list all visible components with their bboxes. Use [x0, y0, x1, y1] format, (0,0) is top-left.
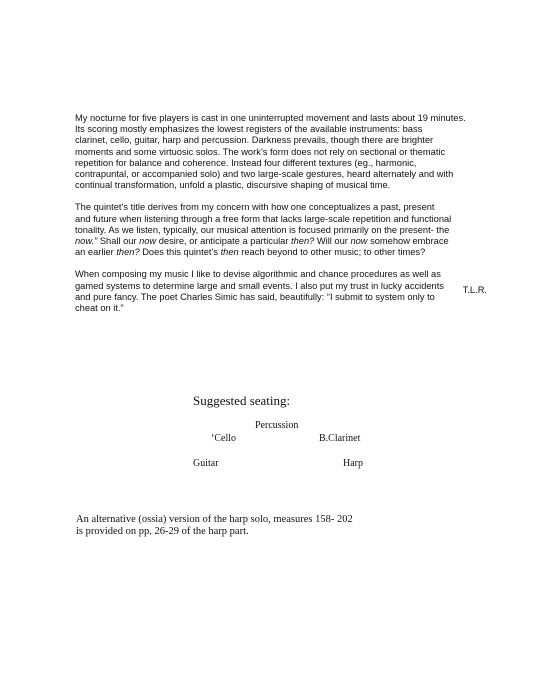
seat-cello: ‘Cello — [211, 433, 236, 444]
text-line: cheat on it.” — [75, 303, 124, 314]
text-line — [75, 247, 487, 258]
text-line: repetition for balance and coherence. Instead four different textures (eg., harmonic, — [75, 157, 417, 168]
seating-title: Suggested seating: — [193, 393, 291, 408]
program-note — [75, 113, 487, 314]
program-note-paragraph-2 — [75, 202, 487, 258]
text-line: and pure fancy. The poet Charles Simic has said, beautifully: “I submit to system only to — [75, 291, 435, 302]
emphasis: then? — [291, 236, 315, 247]
footnote-line: An alternative (ossia) version of the harp solo, measures 158- 202 — [76, 514, 353, 525]
text-line: The quintet’s title derives from my concern with how one conceptualizes a past, present — [75, 202, 435, 213]
text-line: tonality. As we listen, typically, our musical attention is focused primarily on the present- the — [75, 224, 450, 235]
text-line — [75, 236, 487, 247]
seat-guitar: Guitar — [193, 458, 219, 469]
text-line: and future when listening through a free form that lacks large-scale repetition and functional — [75, 213, 452, 224]
text-line: moments and some virtuosic solos. The work’s form does not rely on sectional or thematic — [75, 146, 446, 157]
text-run: desire, or anticipate a particular — [156, 236, 292, 247]
seat-bass-clarinet: B.Clarinet — [319, 433, 361, 444]
text-run: reach beyond to other music; to other times? — [238, 247, 426, 258]
text-line: gamed systems to determine large and small events. I also put my trust in lucky accidents — [75, 280, 444, 291]
ossia-footnote — [76, 514, 353, 538]
author-initials: T.L.R. — [462, 285, 487, 295]
text-line: When composing my music I like to devise algorithmic and chance procedures as well as — [75, 269, 441, 280]
text-line: continual transformation, unfold a plastic, discursive shaping of musical time. — [75, 180, 391, 191]
emphasis: then — [220, 247, 239, 258]
text-line: My nocturne for five players is cast in one uninterrupted movement and lasts about 19 minutes. — [75, 113, 466, 123]
text-line: clarinet, cello, guitar, harp and percussion. Darkness prevails, though there are brighter — [75, 135, 434, 146]
text-run: somehow embrace — [367, 236, 449, 247]
seat-percussion: Percussion — [255, 420, 299, 431]
emphasis: now — [139, 236, 157, 247]
program-note-paragraph-3 — [75, 269, 487, 314]
footnote-line: is provided on pp. 26-29 of the harp part. — [76, 526, 249, 537]
emphasis: now.” — [75, 236, 98, 247]
text-run: Shall our — [97, 236, 140, 247]
emphasis: now — [350, 236, 368, 247]
text-run: Does this quintet’s — [139, 247, 221, 258]
text-line: contrapuntal, or accompanied solo) and two large-scale gestures, heard alternately and with — [75, 169, 454, 180]
text-line: Its scoring mostly emphasizes the lowest registers of the available instruments: bass — [75, 124, 423, 135]
text-run: Will our — [314, 236, 351, 247]
text-run: an earlier — [75, 247, 117, 258]
program-note-paragraph-1 — [75, 113, 487, 191]
emphasis: then? — [116, 247, 140, 258]
seat-harp: Harp — [343, 458, 363, 469]
